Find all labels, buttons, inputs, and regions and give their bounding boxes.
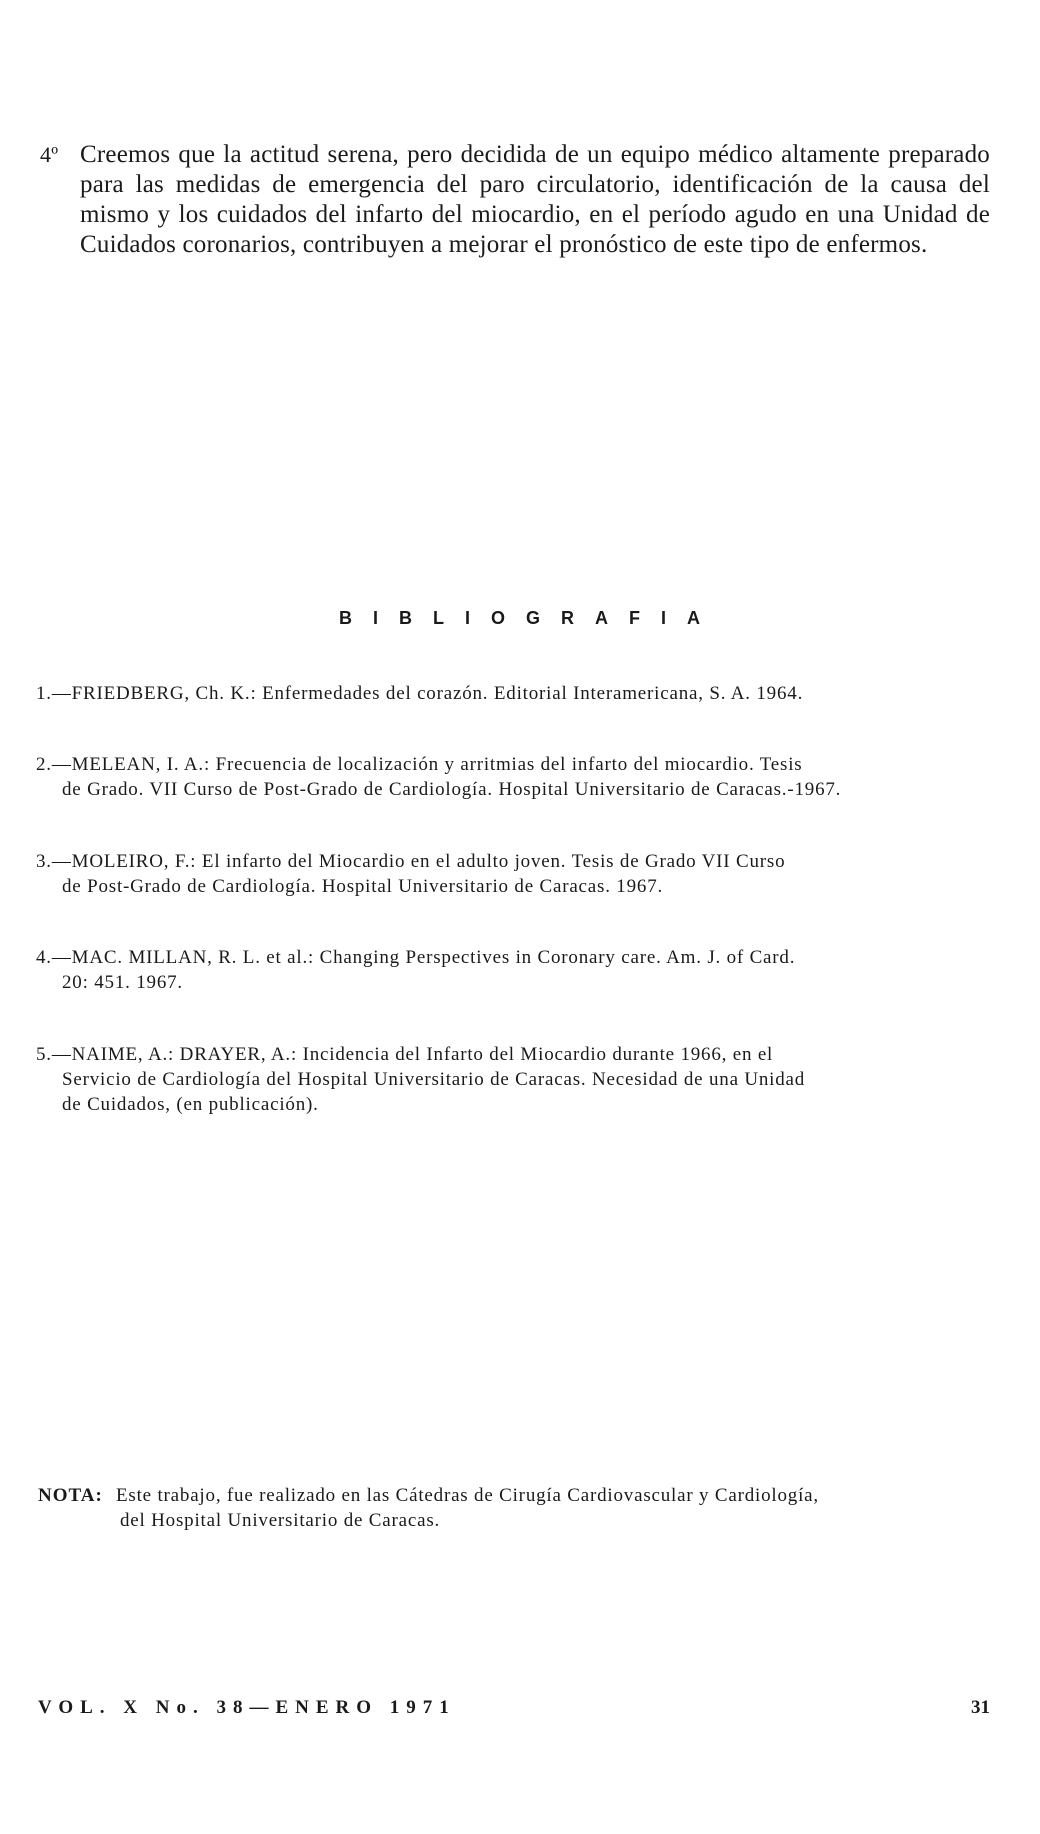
- reference-line: 3.—MOLEIRO, F.: El infarto del Miocardio en el adulto joven. Tesis de Grado VII Curso: [36, 851, 786, 872]
- reference-line: 20: 451. 1967.: [62, 972, 183, 993]
- reference-line: 5.—NAIME, A.: DRAYER, A.: Incidencia del Infarto del Miocardio durante 1966, en el: [36, 1044, 774, 1065]
- reference-line: de Grado. VII Curso de Post-Grado de Cardiología. Hospital Universitario de Caracas.-1967.: [62, 779, 842, 800]
- reference-line: Servicio de Cardiología del Hospital Universitario de Caracas. Necesidad de una Unidad: [62, 1069, 806, 1090]
- note-text-line: Este trabajo, fue realizado en las Cátedras de Cirugía Cardiovascular y Cardiología,: [116, 1485, 819, 1506]
- journal-issue: VOL. X No. 38—ENERO 1971: [38, 1697, 456, 1718]
- bibliography-heading: BIBLIOGRAFIA: [339, 608, 721, 628]
- note-label: NOTA:: [38, 1485, 103, 1506]
- page-footer: [38, 1697, 990, 1719]
- note-block: [38, 1483, 990, 1533]
- reference-item: [36, 849, 990, 899]
- reference-line: 4.—MAC. MILLAN, R. L. et al.: Changing Perspectives in Coronary care. Am. J. of Card.: [36, 947, 796, 968]
- reference-line: 1.—FRIEDBERG, Ch. K.: Enfermedades del corazón. Editorial Interamericana, S. A. 1964.: [36, 683, 804, 704]
- reference-item: [36, 752, 990, 802]
- reference-line: 2.—MELEAN, I. A.: Frecuencia de localización y arritmias del infarto del miocardio. Tesis: [36, 754, 803, 775]
- reference-item: [36, 945, 990, 995]
- note-text-line: del Hospital Universitario de Caracas.: [120, 1510, 441, 1531]
- conclusion-paragraph: [40, 140, 990, 260]
- reference-item: [36, 1042, 990, 1117]
- conclusion-text: Creemos que la actitud serena, pero decidida de un equipo médico altamente preparado para las medidas de emergencia del paro circulatorio, identificación de la causa del mismo y los cuidados del infarto del miocardio, en el período agudo en una Unidad de Cuidados coronarios, contribuyen a mejorar el pronóstico de este tipo de enfermos.: [80, 141, 990, 258]
- page-number: 31: [971, 1697, 990, 1718]
- reference-line: de Cuidados, (en publicación).: [62, 1094, 319, 1115]
- reference-line: de Post-Grado de Cardiología. Hospital Universitario de Caracas. 1967.: [62, 876, 664, 897]
- reference-item: [36, 681, 990, 706]
- conclusion-number: 4º: [40, 142, 59, 167]
